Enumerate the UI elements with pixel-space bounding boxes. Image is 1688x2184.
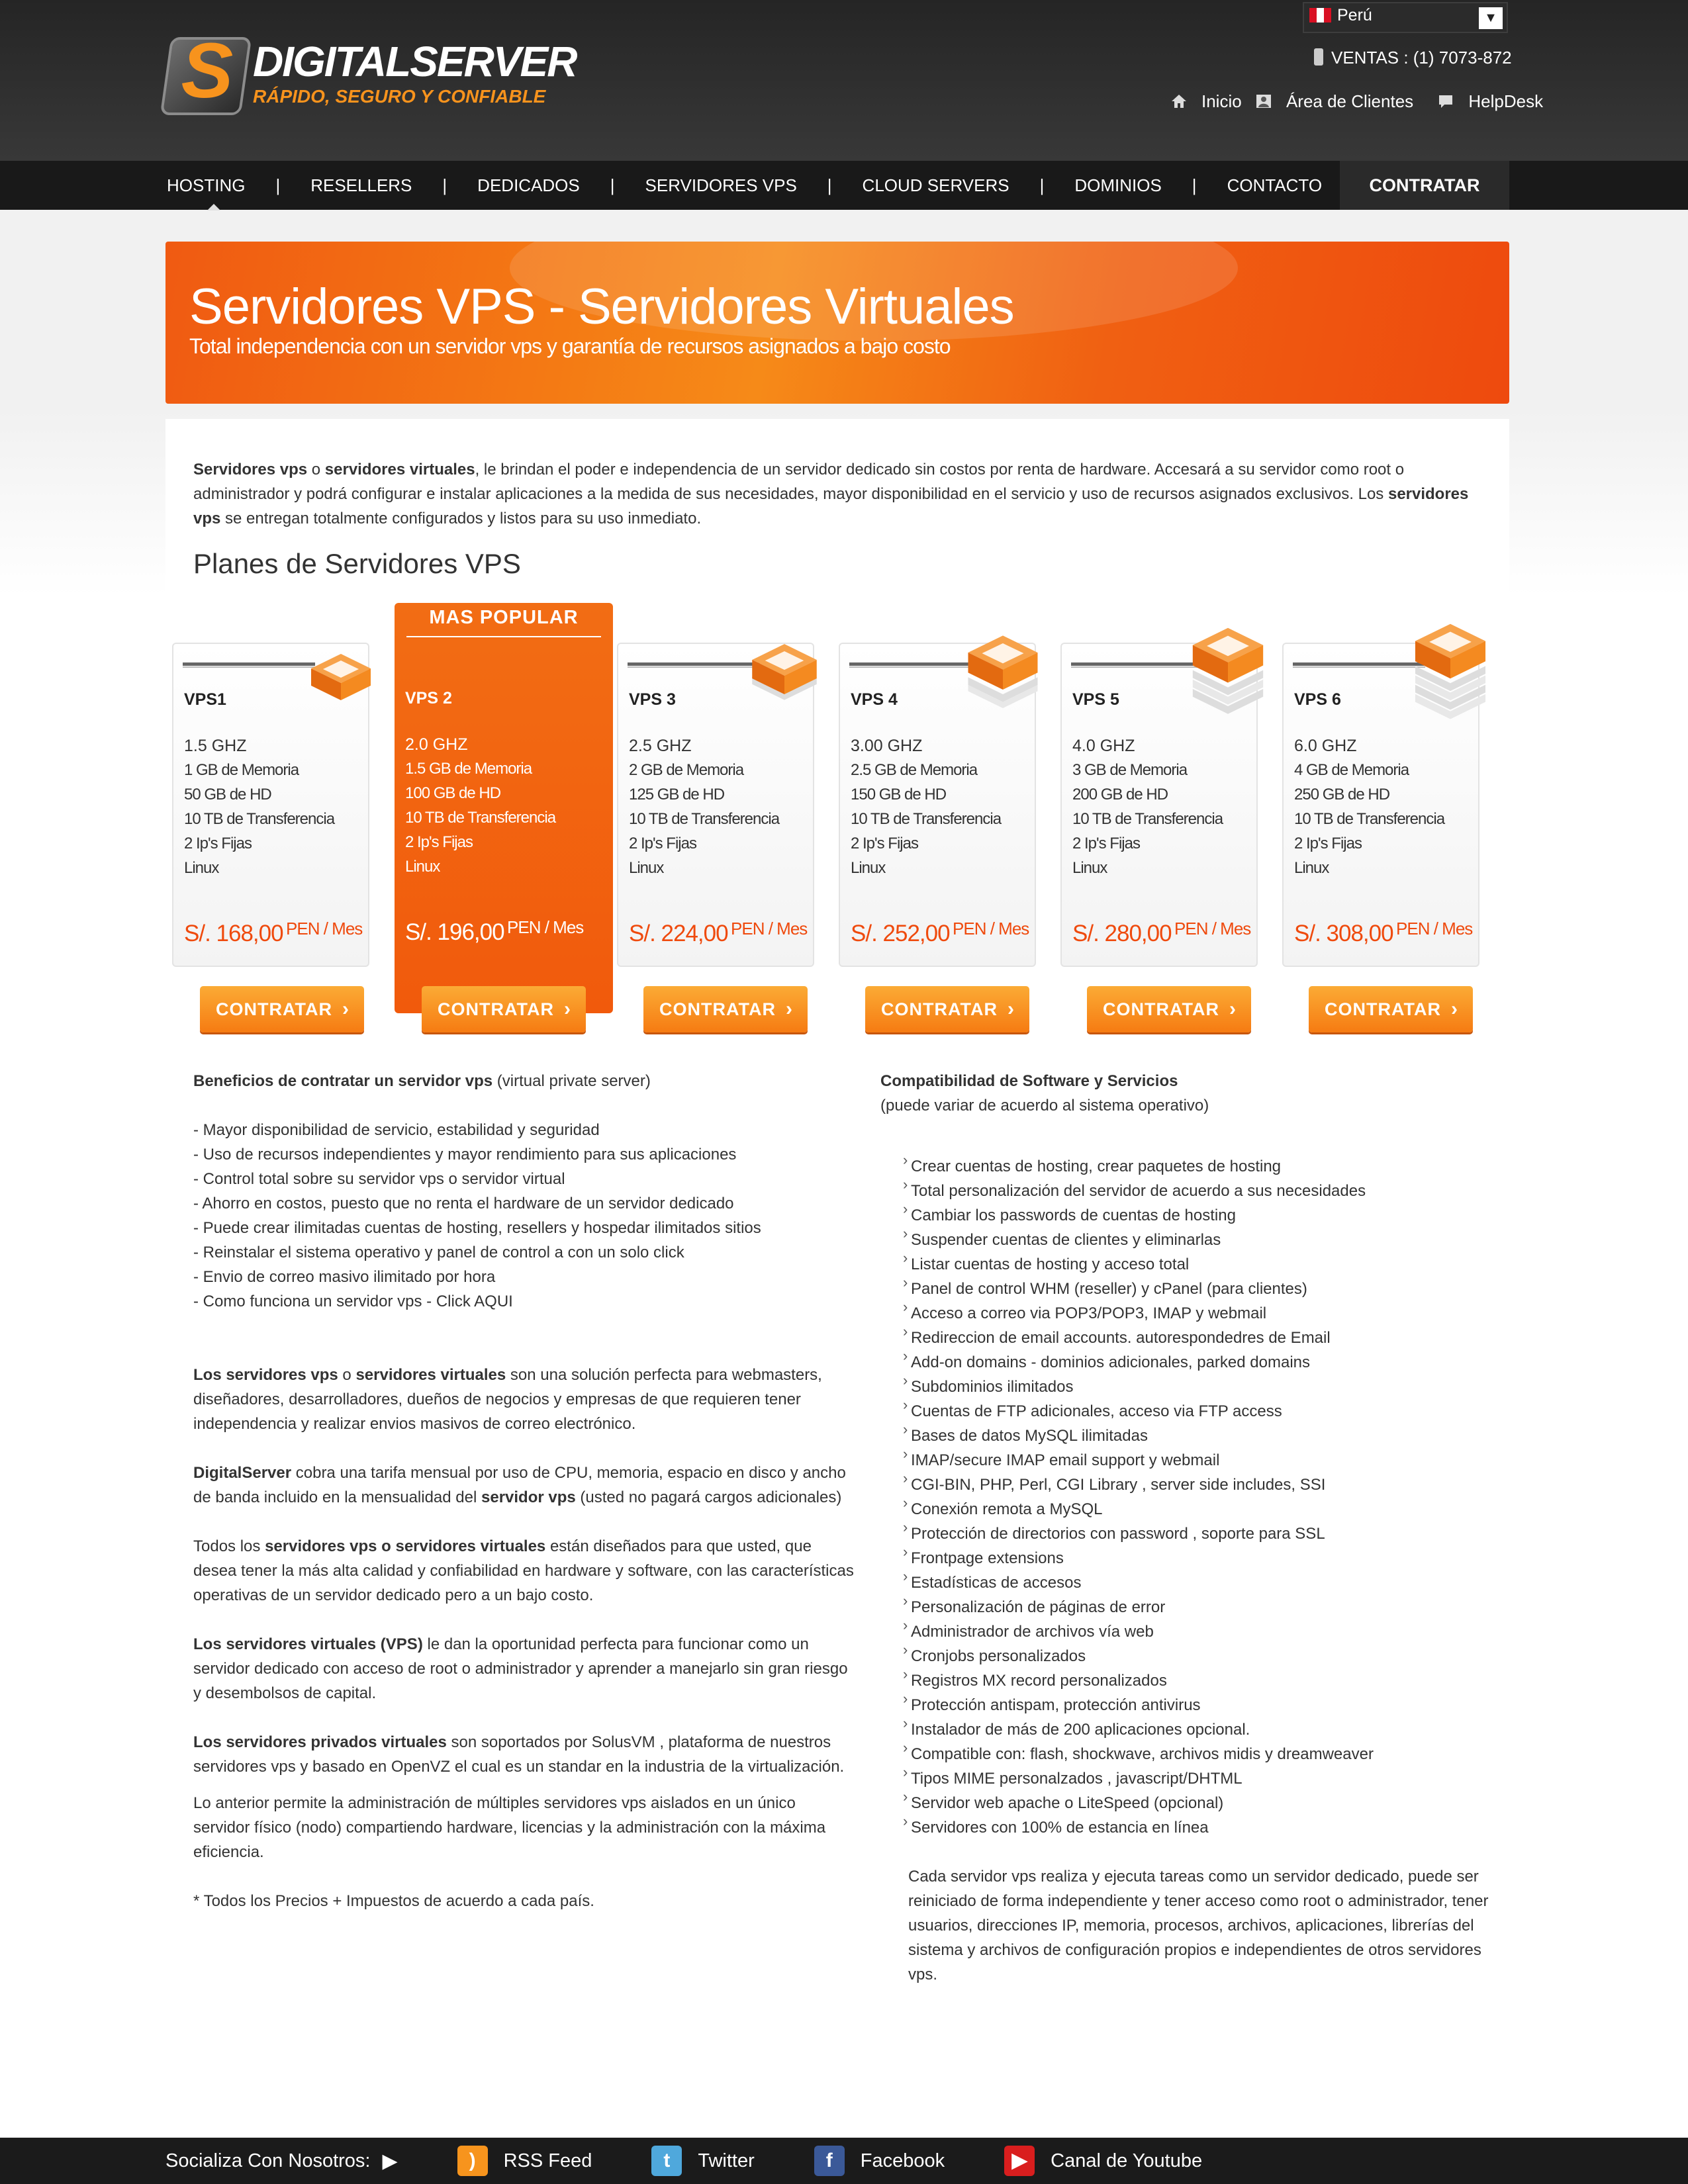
card-bar [1071,662,1203,668]
intro-text: se entregan totalmente configurados y listos para su uso inmediato. [220,510,702,527]
footer-link-label: Facebook [860,2150,945,2171]
price-unit: PEN / Mes [953,919,1029,938]
compat-subtitle: (puede variar de acuerdo al sistema operativo) [880,1097,1209,1115]
plan-name: VPS 2 [405,689,452,707]
price-unit: PEN / Mes [507,917,584,937]
plan-os: Linux [1294,859,1329,877]
plan-hd: 50 GB de HD [184,786,271,803]
compat-item: › Tipos MIME personalzados , javascript/DHTML [880,1766,1509,1791]
text: son soportados por SolusVM , plataforma de nuestros servidores vps y basado en OpenVZ el cual es un standar en la industria de la virtualización. [193,1733,845,1776]
logo[interactable] [165,27,602,119]
intro-bold: servidores virtuales [324,461,475,478]
compat-item: › Redireccion de email accounts. autorespondedres de Email [880,1326,1509,1350]
plan-ips: 2 Ip's Fijas [405,833,473,851]
chevron-right-icon: › [564,998,571,1020]
plan-hd: 150 GB de HD [851,786,947,803]
benefit-item: - Ahorro en costos, puesto que no renta el hardware de un servidor dedicado [193,1195,734,1212]
logo-name: DIGITALSERVER [253,38,577,85]
contratar-button-vps1[interactable] [200,986,364,1032]
benefit-item: - Reinstalar el sistema operativo y panel de control a con un solo click [193,1244,684,1261]
page-subtitle: Total independencia con un servidor vps y garantía de recursos asignados a bajo costo [189,334,951,358]
plan-ram: 2 GB de Memoria [629,761,744,779]
compat-item: › Servidor web apache o LiteSpeed (opcional) [880,1791,1509,1815]
intro-bold: Servidores vps [193,461,308,478]
price-unit: PEN / Mes [1174,919,1251,938]
price-unit: PEN / Mes [1396,919,1473,938]
intro-bold: servidores vps [193,485,1469,527]
site-header [0,0,1688,161]
plan-ips: 2 Ip's Fijas [629,835,696,852]
youtube-icon: ▶ [1004,2146,1035,2176]
contratar-button-vps2[interactable] [422,986,586,1032]
text: están diseñados para que usted, que desea tener la más alta calidad y confiabilidad en hardware y software, con las características operativas de un servidor dedicado pero a un bajo costo. [193,1537,854,1604]
nav-separator: | [827,175,832,195]
plan-price [1294,919,1472,947]
compat-item: › Protección antispam, protección antivirus [880,1693,1509,1717]
footer-link-youtube[interactable] [1004,2146,1202,2176]
server-stack-icon [960,629,1046,722]
plan-os: Linux [629,859,664,877]
compat-item: › Subdominios ilimitados [880,1375,1509,1399]
plan-cpu: 1.5 GHZ [184,737,247,755]
nav-contratar-button[interactable]: CONTRATAR [1340,161,1509,210]
compat-closing: Cada servidor vps realiza y ejecuta tareas como un servidor dedicado, puede ser reiniciado de forma independiente y tener acceso como root o administrador, tener usuarios, direcciones IP, memoria, procesos, archivos, aplicaciones, librerías del sistema y archivos de configuración propios e independientes de otros servidores vps. [908,1868,1489,1983]
plan-ips: 2 Ip's Fijas [1072,835,1140,852]
text-bold: servidores vps o servidores virtuales [265,1537,546,1555]
price-amount: S/. 168,00 [184,921,283,946]
compat-column [880,1069,1509,1987]
button-label: CONTRATAR [1325,999,1441,1019]
plan-transfer: 10 TB de Transferencia [851,810,1002,828]
server-stack-icon [1407,621,1493,730]
text: o [338,1366,356,1384]
card-bar [183,662,315,668]
plan-price [405,917,583,946]
country-select[interactable] [1303,2,1508,33]
sales-phone-text: VENTAS : (1) 7073-872 [1331,48,1512,68]
plan-hd: 200 GB de HD [1072,786,1168,803]
plan-os: Linux [405,858,440,876]
nav-active-caret [207,204,220,210]
phone-icon [1314,48,1323,66]
plan-transfer: 10 TB de Transferencia [1072,810,1223,828]
peru-flag-icon [1309,8,1331,23]
paragraph-5 [193,1730,855,1779]
plan-name: VPS 6 [1294,690,1341,709]
country-value: Perú [1337,6,1372,24]
price-amount: S/. 252,00 [851,921,950,946]
compat-item: › Instalador de más de 200 aplicaciones opcional. [880,1717,1509,1742]
nav-separator: | [610,175,615,195]
button-label: CONTRATAR [1103,999,1219,1019]
benefits-title-bold: Beneficios de contratar un servidor vps [193,1072,493,1090]
nav-item-dedicados[interactable]: DEDICADOS [477,175,580,195]
chat-icon [1438,93,1454,109]
plan-name: VPS1 [184,690,226,709]
nav-separator: | [1039,175,1045,195]
text: son una solución perfecta para webmasters, diseñadores, desarrolladores, dueños de negocios y empresas de que requieren tener independencia y realizar envios masivos de correo electrónico. [193,1366,822,1433]
top-link-label: HelpDesk [1468,91,1544,111]
nav-item-dominios[interactable]: DOMINIOS [1074,175,1162,195]
chevron-down-icon[interactable]: ▼ [1479,7,1503,29]
text: (usted no pagará cargos adicionales) [575,1488,842,1506]
server-stack-icon [1185,623,1271,725]
contratar-button-vps4[interactable] [865,986,1029,1032]
benefit-item: - Envio de correo masivo ilimitado por hora [193,1268,496,1286]
plan-name: VPS 4 [851,690,898,709]
compat-item: › IMAP/secure IMAP email support y webmail [880,1448,1509,1473]
logo-s-mark: S [181,27,234,114]
chevron-right-icon: › [1451,998,1458,1020]
price-note: * Todos los Precios + Impuestos de acuerdo a cada país. [193,1892,594,1910]
nav-item-servidores-vps[interactable]: SERVIDORES VPS [645,175,797,195]
paragraph-4 [193,1632,855,1706]
plan-cpu: 6.0 GHZ [1294,737,1357,755]
top-link-label: Inicio [1201,91,1242,111]
button-label: CONTRATAR [438,999,554,1019]
top-links [1162,91,1543,112]
text-bold: Los servidores virtuales (VPS) [193,1635,423,1653]
plan-cpu: 2.0 GHZ [405,735,468,754]
compat-item: › Crear cuentas de hosting, crear paquetes de hosting [880,1154,1509,1179]
page-title: Servidores VPS - Servidores Virtuales [189,279,1014,335]
plan-card-vps2-popular [395,603,613,1013]
benefits-title [193,1069,855,1093]
compat-item: › Servidores con 100% de estancia en línea [880,1815,1509,1840]
compat-item: › Personalización de páginas de error [880,1595,1509,1619]
plan-cpu: 4.0 GHZ [1072,737,1135,755]
card-bar [628,662,760,668]
plan-name: VPS 5 [1072,690,1119,709]
logo-tagline: RÁPIDO, SEGURO Y CONFIABLE [253,86,546,107]
main-nav [0,161,1688,210]
chevron-right-icon: › [1008,998,1015,1020]
text-bold: Los servidores privados virtuales [193,1733,447,1751]
button-label: CONTRATAR [216,999,332,1019]
price-unit: PEN / Mes [286,919,363,938]
paragraph-3 [193,1534,855,1608]
compat-item: › Panel de control WHM (reseller) y cPanel (para clientes) [880,1277,1509,1301]
plan-hd: 250 GB de HD [1294,786,1390,803]
plan-ram: 1 GB de Memoria [184,761,299,779]
price-amount: S/. 308,00 [1294,921,1393,946]
sales-phone [1314,48,1512,68]
server-stack-icon [305,641,377,720]
benefits-title-rest: (virtual private server) [492,1072,651,1090]
top-link-inicio[interactable] [1171,91,1242,112]
social-label: Socializa Con Nosotros: [165,2150,371,2171]
popular-badge: MAS POPULAR [429,607,579,628]
plan-transfer: 10 TB de Transferencia [629,810,780,828]
button-label: CONTRATAR [659,999,776,1019]
price-amount: S/. 280,00 [1072,921,1172,946]
compat-item: › Suspender cuentas de clientes y eliminarlas [880,1228,1509,1252]
compat-item: › Listar cuentas de hosting y acceso total [880,1252,1509,1277]
compat-item: › Add-on domains - dominios adicionales, parked domains [880,1350,1509,1375]
plan-price [184,919,362,947]
button-label: CONTRATAR [881,999,998,1019]
footer-link-label: Twitter [698,2150,755,2171]
benefit-item: - Mayor disponibilidad de servicio, estabilidad y seguridad [193,1121,600,1139]
nav-separator: | [275,175,281,195]
play-arrow-icon: ▶ [382,2150,398,2172]
rss-icon: ) [457,2146,488,2176]
compat-item: › Registros MX record personalizados [880,1668,1509,1693]
paragraph-6: Lo anterior permite la administración de múltiples servidores vps aislados en un único servidor físico (nodo) compartiendo hardware, licencias y la administración con la máxima eficiencia. [193,1794,826,1861]
footer-link-facebook[interactable] [814,2146,945,2176]
compat-item: › Cuentas de FTP adicionales, acceso via FTP access [880,1399,1509,1424]
plan-ram: 4 GB de Memoria [1294,761,1409,779]
contratar-button-vps3[interactable] [643,986,808,1032]
plan-ram: 2.5 GB de Memoria [851,761,978,779]
compat-item: › Cronjobs personalizados [880,1644,1509,1668]
text: Todos los [193,1537,265,1555]
plan-transfer: 10 TB de Transferencia [405,809,556,827]
plan-cpu: 2.5 GHZ [629,737,692,755]
home-icon [1171,93,1187,109]
facebook-icon: f [814,2146,845,2176]
plan-ram: 1.5 GB de Memoria [405,760,532,778]
chevron-right-icon: › [786,998,793,1020]
server-stack-icon [741,634,827,720]
footer-link-label: Canal de Youtube [1051,2150,1203,2171]
compat-item: › Cambiar los passwords de cuentas de hosting [880,1203,1509,1228]
top-link-area-clientes[interactable] [1256,91,1413,112]
benefit-item: - Uso de recursos independientes y mayor rendimiento para sus aplicaciones [193,1146,737,1163]
plan-hd: 100 GB de HD [405,784,501,802]
paragraph-2 [193,1461,855,1510]
text-bold: servidores virtuales [355,1366,506,1384]
compat-item: › Administrador de archivos vía web [880,1619,1509,1644]
text: cobra una tarifa mensual por uso de CPU, memoria, espacio en disco y ancho de banda incluido en la mensualidad del [193,1464,846,1506]
price-amount: S/. 196,00 [405,919,504,945]
intro-text: o [307,461,325,478]
nav-item-resellers[interactable]: RESELLERS [310,175,412,195]
hero-banner [165,242,1509,404]
compat-item: › CGI-BIN, PHP, Perl, CGI Library , server side includes, SSI [880,1473,1509,1497]
contratar-button-vps5[interactable] [1087,986,1251,1032]
nav-item-hosting[interactable]: HOSTING [167,175,246,195]
plan-transfer: 10 TB de Transferencia [1294,810,1445,828]
chevron-right-icon: › [1229,998,1237,1020]
site-footer [0,2138,1688,2184]
text-bold: Los servidores vps [193,1366,338,1384]
compat-item: › Compatible con: flash, shockwave, archivos midis y dreamweaver [880,1742,1509,1766]
footer-link-label: RSS Feed [503,2150,592,2171]
compat-item: › Total personalización del servidor de acuerdo a sus necesidades [880,1179,1509,1203]
plans-heading: Planes de Servidores VPS [193,548,521,579]
plan-os: Linux [851,859,886,877]
nav-separator: | [1192,175,1197,195]
text-bold: DigitalServer [193,1464,292,1482]
twitter-icon: t [651,2146,682,2176]
compat-item: › Frontpage extensions [880,1546,1509,1570]
plan-name: VPS 3 [629,690,676,709]
plan-ram: 3 GB de Memoria [1072,761,1188,779]
compat-item: › Estadísticas de accesos [880,1570,1509,1595]
compat-title: Compatibilidad de Software y Servicios [880,1072,1178,1090]
card-bar [1293,662,1425,668]
plan-ips: 2 Ip's Fijas [184,835,252,852]
plan-ips: 2 Ip's Fijas [851,835,918,852]
price-amount: S/. 224,00 [629,921,728,946]
compat-item: › Bases de datos MySQL ilimitadas [880,1424,1509,1448]
text-bold: servidor vps [481,1488,576,1506]
plan-transfer: 10 TB de Transferencia [184,810,335,828]
compat-item: › Acceso a correo via POP3/POP3, IMAP y webmail [880,1301,1509,1326]
benefit-item: - Control total sobre su servidor vps o servidor virtual [193,1170,565,1188]
top-link-helpdesk[interactable] [1438,91,1543,112]
plan-cpu: 3.00 GHZ [851,737,923,755]
paragraph-1 [193,1363,855,1436]
plan-price [851,919,1029,947]
intro-paragraph [193,457,1484,531]
popular-divider [406,636,601,637]
plan-hd: 125 GB de HD [629,786,725,803]
nav-item-cloud-servers[interactable]: CLOUD SERVERS [862,175,1009,195]
text: le dan la oportunidad perfecta para funcionar como un servidor dedicado con acceso de root o administrador y aprender a manejarlo sin gran riesgo y desembolsos de capital. [193,1635,848,1702]
nav-separator: | [442,175,447,195]
plan-ips: 2 Ip's Fijas [1294,835,1362,852]
top-link-label: Área de Clientes [1286,91,1414,111]
plan-price [629,919,807,947]
benefits-column [193,1069,855,1913]
chevron-right-icon: › [342,998,350,1020]
plan-os: Linux [1072,859,1107,877]
contratar-button-vps6[interactable] [1309,986,1473,1032]
price-unit: PEN / Mes [731,919,808,938]
compat-item: › Protección de directorios con password , soporte para SSL [880,1522,1509,1546]
benefit-link-como-funciona[interactable]: - Como funciona un servidor vps - Click AQUI [193,1293,513,1310]
user-icon [1256,93,1272,109]
footer-link-rss[interactable] [457,2146,592,2176]
nav-item-contacto[interactable]: CONTACTO [1227,175,1323,195]
plan-os: Linux [184,859,219,877]
benefit-item: - Puede crear ilimitadas cuentas de hosting, resellers y hospedar ilimitados sitios [193,1219,761,1237]
compat-item: › Conexión remota a MySQL [880,1497,1509,1522]
main-content [165,419,1509,2113]
intro-text: , le brindan el poder e independencia de un servidor dedicado sin costos por renta de hardware. Accesará a su servidor como root o administrador y podrá configurar e instalar aplicaciones a la medida de sus necesidades, mayor disponibilidad en el servicio y uso de recursos asignados exclusivos. Los [193,461,1405,503]
plan-price [1072,919,1250,947]
footer-link-twitter[interactable] [651,2146,754,2176]
